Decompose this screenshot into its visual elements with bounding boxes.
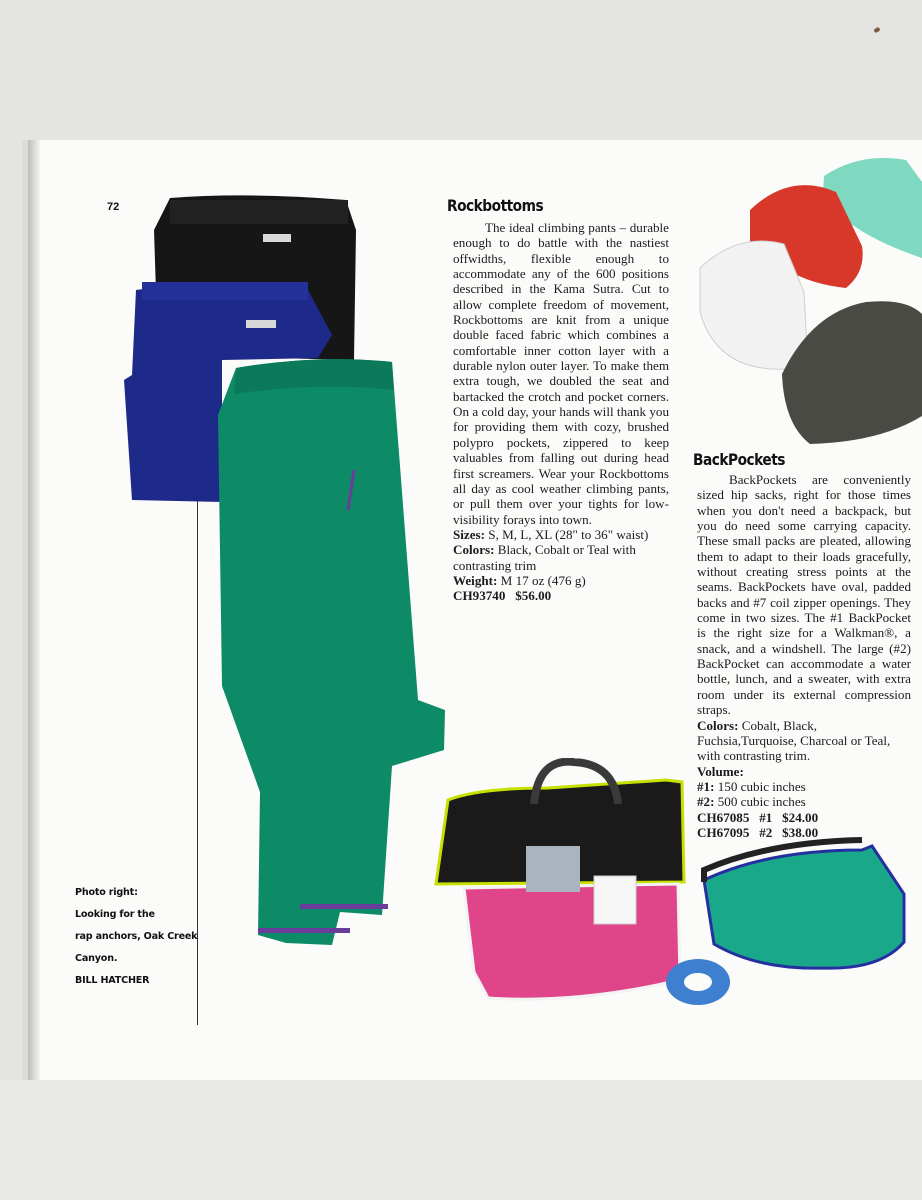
colors-label: Colors: [697, 717, 739, 733]
rockbottoms-colors [453, 542, 669, 573]
item-size: #2 [759, 824, 773, 840]
colors-label: Colors: [453, 542, 495, 558]
backpocket-order-line [697, 810, 911, 825]
volume-row [697, 779, 911, 794]
volume-size: #2: [697, 794, 715, 810]
weight-value: M 17 oz (476 g) [500, 572, 586, 588]
rockbottoms-description: The ideal climbing pants – durable enough to do battle with the nastiest offwidths, flexible enough to accommodate any of the 600 positions described in the Kama Sutra. Cut to allow complete freedom of movement, Rockbottoms are knit from a unique double faced fabric which combines a comfortable inner cotton layer with a durable nylon outer layer. To make them extra tough, we doubled the seat and bartacked the crotch and pocket corners. On a cold day, your hands will thank you for providing them with cozy, brushed polypro pockets, zippered to keep valuables from falling out during head first screamers. Wear your Rockbottoms all day as cool weather climbing pants, or pull them over your tights for low-visibility forays into town. [453, 220, 669, 527]
page-number: 72 [107, 201, 120, 213]
backpockets-copy [697, 472, 911, 840]
pants-photo [118, 190, 458, 960]
hip-pack-image [704, 840, 904, 968]
rockbottoms-sizes [453, 527, 669, 542]
page-binding [28, 140, 40, 1080]
caption-line: Canyon. [75, 953, 118, 964]
rockbottoms-weight [453, 573, 669, 588]
photo-caption [75, 882, 197, 992]
weight-label: Weight: [453, 572, 498, 588]
colors-value: Cobalt, Black, Fuchsia,Turquoise, Charcoal or Teal, with contrasting trim. [697, 717, 891, 764]
backpockets-title: BackPockets [693, 450, 785, 469]
volume-row [697, 794, 911, 809]
rockbottoms-order-line [453, 588, 669, 603]
item-code: CH93740 [453, 588, 506, 604]
item-price: $56.00 [515, 588, 552, 604]
item-code: CH67085 [697, 809, 750, 825]
teal-pants-image [218, 359, 445, 945]
sizes-label: Sizes: [453, 526, 485, 542]
scan-speck [873, 27, 880, 33]
backpockets-description: BackPockets are conveniently sized hip sacks, right for those times when you don't need a backpack, but you do need some carrying capacity. These small packs are pleated, allowing them to adapt to their loads gracefully, without creating stress points at the seams. BackPockets have oval, padded backs and #7 coil zipper openings. They come in two sizes. The #1 BackPocket is the right size for a Walkman®, a snack, and a windshell. The large (#2) BackPocket can accommodate a water bottle, lunch, and a sweater, with extra room under its external compression straps. [697, 472, 911, 718]
caption-line: Photo right: [75, 887, 138, 898]
rockbottoms-copy [453, 220, 669, 604]
colors-value: Black, Cobalt or Teal with contrasting trim [453, 542, 636, 573]
item-code: CH67095 [697, 824, 750, 840]
caption-line: Looking for the [75, 909, 155, 920]
caps-photo [690, 152, 922, 452]
rockbottoms-title: Rockbottoms [447, 196, 544, 215]
volume-value: 500 cubic inches [717, 794, 806, 810]
duffel-bag-image [436, 762, 684, 1000]
item-price: $38.00 [782, 824, 819, 840]
volume-size: #1: [697, 778, 715, 794]
photo-credit: BILL HATCHER [75, 975, 150, 986]
volume-label: Volume: [697, 763, 744, 779]
backpocket-order-line [697, 825, 911, 840]
caption-line: rap anchors, Oak Creek [75, 931, 198, 942]
volume-value: 150 cubic inches [717, 778, 806, 794]
item-size: #1 [759, 809, 773, 825]
sizes-value: S, M, L, XL (28" to 36" waist) [488, 526, 649, 542]
volume-label-line [697, 764, 911, 779]
grip-ring-image [666, 959, 730, 1005]
item-price: $24.00 [782, 809, 819, 825]
scan-background [0, 1080, 922, 1200]
backpockets-colors [697, 718, 911, 764]
